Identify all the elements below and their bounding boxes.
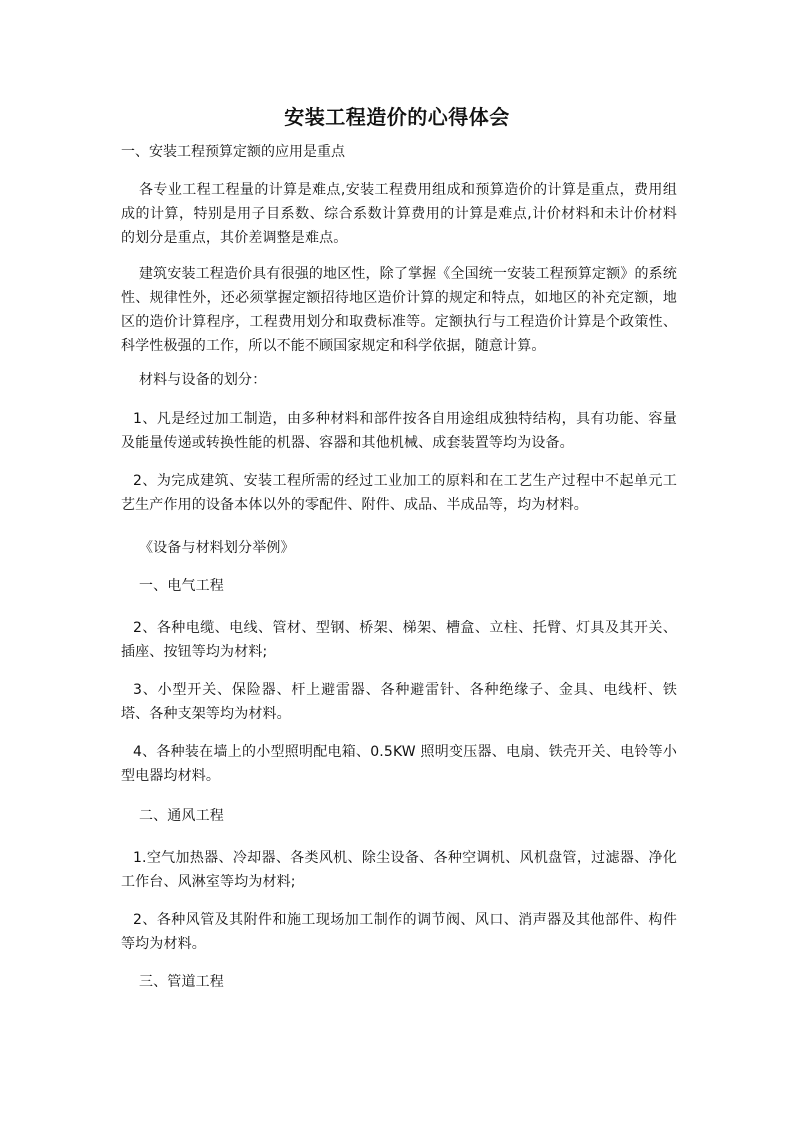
paragraph-6: 《设备与材料划分举例》 [139, 540, 295, 556]
section-heading-1: 一、安装工程预算定额的应用是重点 [121, 144, 345, 160]
paragraph-8: 2、各种电缆、电线、管材、型钢、桥架、梯架、槽盒、立柱、托臂、灯具及其开关、插座、按钮等均为材料; [121, 620, 677, 660]
paragraph-5: 2、为完成建筑、安装工程所需的经过工业加工的原料和在工艺生产过程中不起单元工艺生产作用的设备本体以外的零配件、附件、成品、半成品等，均为材料。 [121, 473, 677, 513]
paragraph-12: 1.空气加热器、冷却器、各类风机、除尘设备、各种空调机、风机盘管，过滤器、净化工作台、风淋室等均为材料; [121, 850, 677, 890]
paragraph-10: 4、各种装在墙上的小型照明配电箱、0.5KW 照明变压器、电扇、铁壳开关、电铃等小型电器均材料。 [121, 744, 677, 784]
paragraph-4: 1、凡是经过加工制造，由多种材料和部件按各自用途组成独特结构，具有功能、容量及能量传递或转换性能的机器、容器和其他机械、成套装置等均为设备。 [121, 411, 677, 451]
paragraph-2: 建筑安装工程造价具有很强的地区性，除了掌握《全国统一安装工程预算定额》的系统性、规律性外，还必须掌握定额招待地区造价计算的规定和特点，如地区的补充定额，地区的造价计算程序，工程费用划分和取费标准等。定额执行与工程造价计算是个政策性、科学性极强的工作，所以不能不顾国家规定和科学依据，随意计算。 [121, 266, 677, 354]
subheading-electrical: 一、电气工程 [139, 578, 224, 594]
document-title: 安装工程造价的心得体会 [284, 105, 510, 129]
paragraph-13: 2、各种风管及其附件和施工现场加工制作的调节阀、风口、消声器及其他部件、构件等均为材料。 [121, 912, 677, 952]
paragraph-9: 3、小型开关、保险器、杆上避雷器、各种避雷针、各种绝缘子、金具、电线杆、铁塔、各种支架等均为材料。 [121, 682, 677, 722]
paragraph-3: 材料与设备的划分： [139, 372, 267, 388]
subheading-ventilation: 二、通风工程 [139, 808, 224, 824]
subheading-piping: 三、管道工程 [139, 974, 224, 990]
paragraph-1: 各专业工程工程量的计算是难点,安装工程费用组成和预算造价的计算是重点，费用组成的计算，特别是用子目系数、综合系数计算费用的计算是难点,计价材料和未计价材料的划分是重点，其价差调整是难点。 [121, 182, 677, 246]
